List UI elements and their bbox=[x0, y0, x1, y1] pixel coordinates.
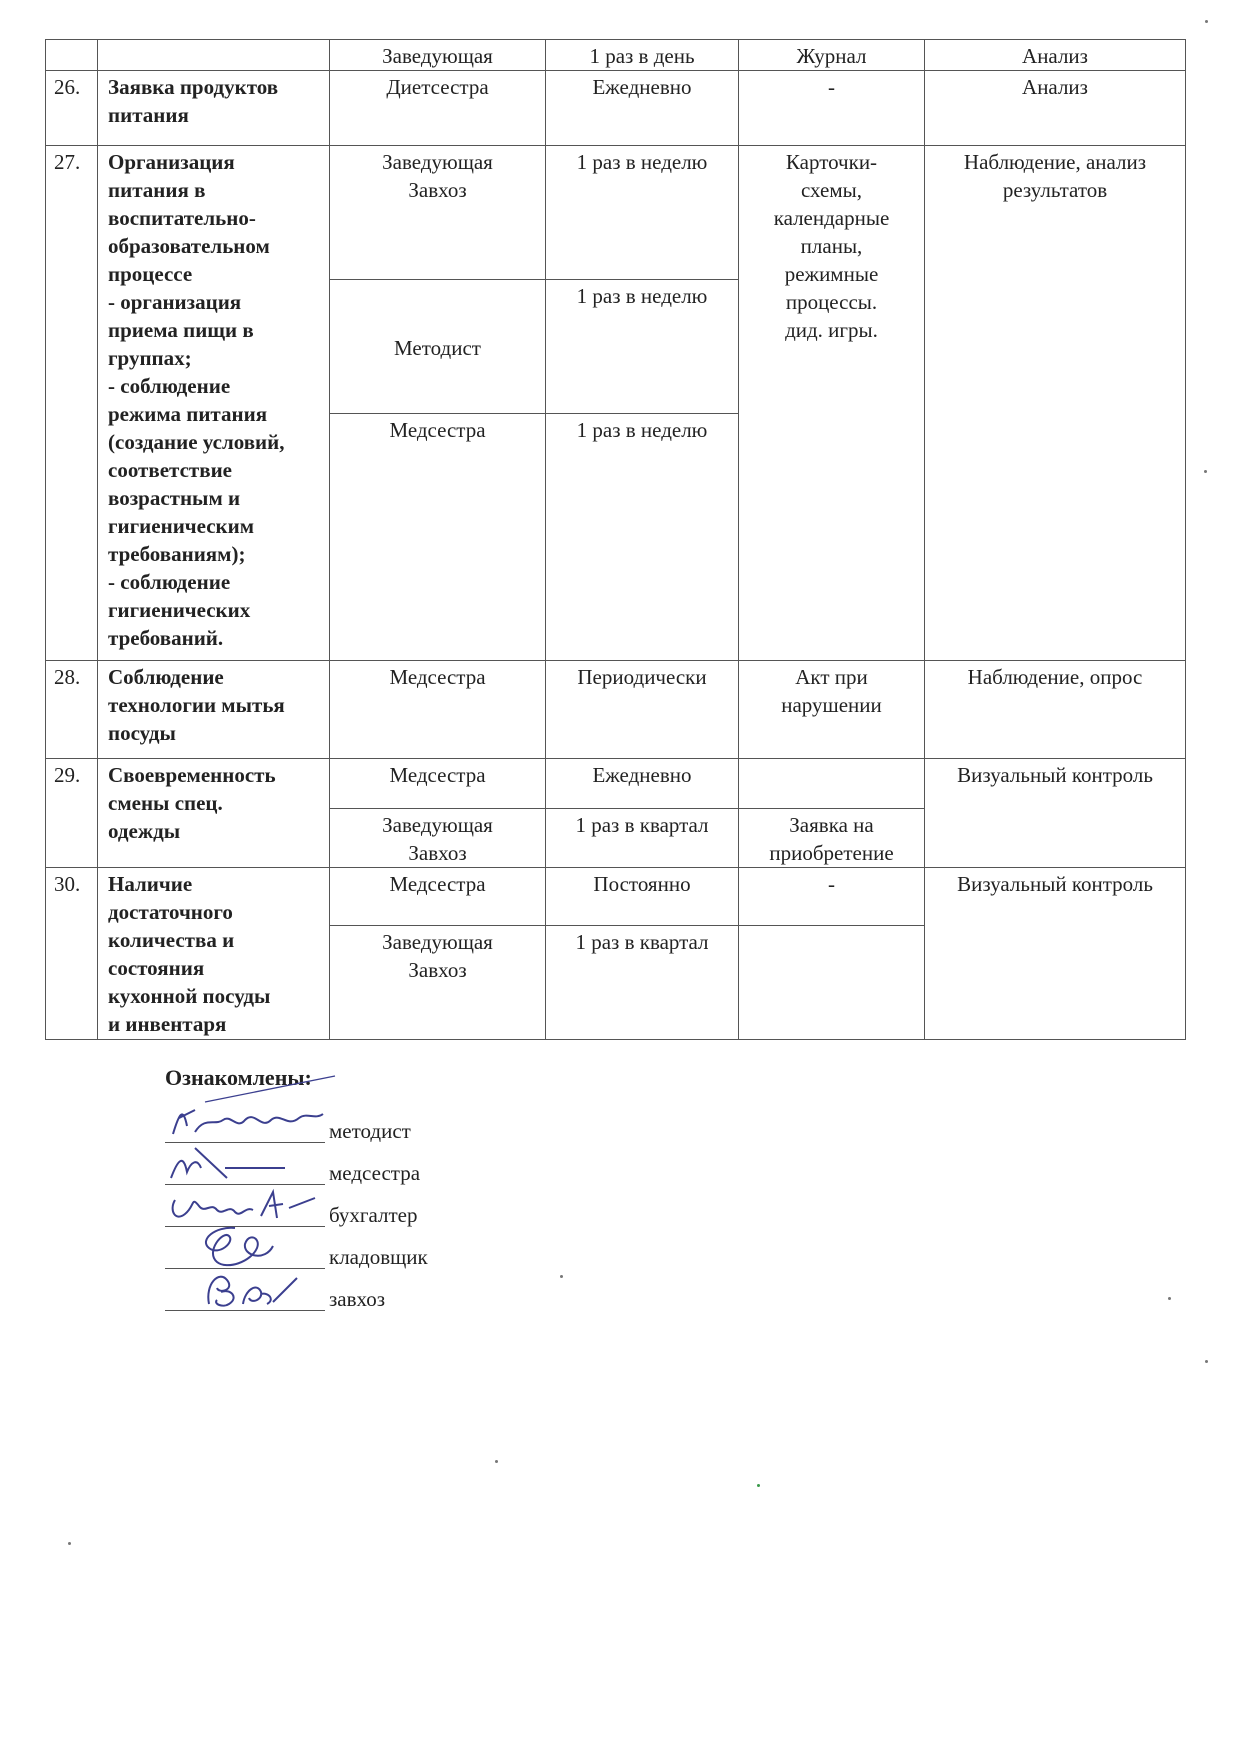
cell-freq: 1 раз в день bbox=[546, 40, 739, 71]
scan-speck bbox=[68, 1542, 71, 1545]
scan-speck bbox=[1204, 470, 1207, 473]
cell-who: Заведующая bbox=[330, 40, 546, 71]
row-topic: Наличие достаточного количества и состояния кухонной посуды и инвентаря bbox=[98, 868, 330, 1040]
signature-mark bbox=[165, 1280, 325, 1311]
cell-method: Анализ bbox=[925, 71, 1186, 146]
cell-who: Диетсестра bbox=[330, 71, 546, 146]
row-number: 29. bbox=[46, 759, 98, 868]
cell-who: Методист bbox=[330, 280, 546, 414]
row-topic: Своевременность смены спец. одежды bbox=[98, 759, 330, 868]
signature-line bbox=[165, 1185, 428, 1227]
table-row bbox=[46, 71, 1186, 146]
cell-method: Наблюдение, опрос bbox=[925, 661, 1186, 759]
table-row bbox=[46, 868, 1186, 926]
acknowledged-title: Ознакомлены: bbox=[165, 1065, 312, 1090]
scan-speck bbox=[1168, 1297, 1171, 1300]
scan-speck bbox=[1205, 1360, 1208, 1363]
cell-doc: Журнал bbox=[739, 40, 925, 71]
row-number: 28. bbox=[46, 661, 98, 759]
scan-speck bbox=[757, 1484, 760, 1487]
signature-role: бухгалтер bbox=[329, 1203, 418, 1227]
cell-doc: Заявка на приобретение bbox=[739, 809, 925, 868]
signature-role: кладовщик bbox=[329, 1245, 428, 1269]
cell-who: Заведующая Завхоз bbox=[330, 146, 546, 280]
cell-doc: Акт при нарушении bbox=[739, 661, 925, 759]
cell-who: Медсестра bbox=[330, 661, 546, 759]
row-number: 27. bbox=[46, 146, 98, 661]
table-row bbox=[46, 40, 1186, 71]
cell-doc: Карточки- схемы, календарные планы, режимные процессы. дид. игры. bbox=[739, 146, 925, 661]
signature-line bbox=[165, 1269, 428, 1311]
acknowledgement-block bbox=[165, 1065, 428, 1311]
table-row bbox=[46, 759, 1186, 809]
row-number: 30. bbox=[46, 868, 98, 1040]
row-topic: Соблюдение технологии мытья посуды bbox=[98, 661, 330, 759]
cell-method: Визуальный контроль bbox=[925, 759, 1186, 868]
cell-topic bbox=[98, 40, 330, 71]
row-topic: Заявка продуктов питания bbox=[98, 71, 330, 146]
scan-speck bbox=[1205, 20, 1208, 23]
cell-method: Наблюдение, анализ результатов bbox=[925, 146, 1186, 661]
cell-doc: - bbox=[739, 868, 925, 926]
control-plan-table bbox=[45, 39, 1186, 1040]
table-row bbox=[46, 146, 1186, 280]
cell-who: Медсестра bbox=[330, 868, 546, 926]
cell-who: Медсестра bbox=[330, 759, 546, 809]
cell-freq: Постоянно bbox=[546, 868, 739, 926]
cell-freq: Периодически bbox=[546, 661, 739, 759]
cell-method: Визуальный контроль bbox=[925, 868, 1186, 1040]
cell-freq: 1 раз в квартал bbox=[546, 809, 739, 868]
cell-who: Заведующая Завхоз bbox=[330, 926, 546, 1040]
cell-who: Заведующая Завхоз bbox=[330, 809, 546, 868]
row-topic: Организация питания в воспитательно- образовательном процессе - организация приема пищи в группах; - соблюдение режима питания (создание условий, соответствие возрастным и гигиеническим требованиям); - соблюдение гигиенических требований. bbox=[98, 146, 330, 661]
cell-method: Анализ bbox=[925, 40, 1186, 71]
signature-line bbox=[165, 1227, 428, 1269]
cell-who: Медсестра bbox=[330, 414, 546, 661]
row-number: 26. bbox=[46, 71, 98, 146]
cell-freq: 1 раз в квартал bbox=[546, 926, 739, 1040]
table-row bbox=[46, 661, 1186, 759]
scan-speck bbox=[495, 1460, 498, 1463]
cell-doc bbox=[739, 759, 925, 809]
cell-freq: 1 раз в неделю bbox=[546, 146, 739, 280]
signature-role: медсестра bbox=[329, 1161, 421, 1185]
signature-line bbox=[165, 1143, 428, 1185]
cell-num bbox=[46, 40, 98, 71]
cell-doc bbox=[739, 926, 925, 1040]
signature-line bbox=[165, 1101, 428, 1143]
cell-freq: Ежедневно bbox=[546, 759, 739, 809]
scan-speck bbox=[560, 1275, 563, 1278]
signature-role: завхоз bbox=[329, 1287, 386, 1311]
cell-freq: 1 раз в неделю bbox=[546, 280, 739, 414]
cell-freq: 1 раз в неделю bbox=[546, 414, 739, 661]
signature-role: методист bbox=[329, 1119, 411, 1143]
cell-doc: - bbox=[739, 71, 925, 146]
cell-freq: Ежедневно bbox=[546, 71, 739, 146]
